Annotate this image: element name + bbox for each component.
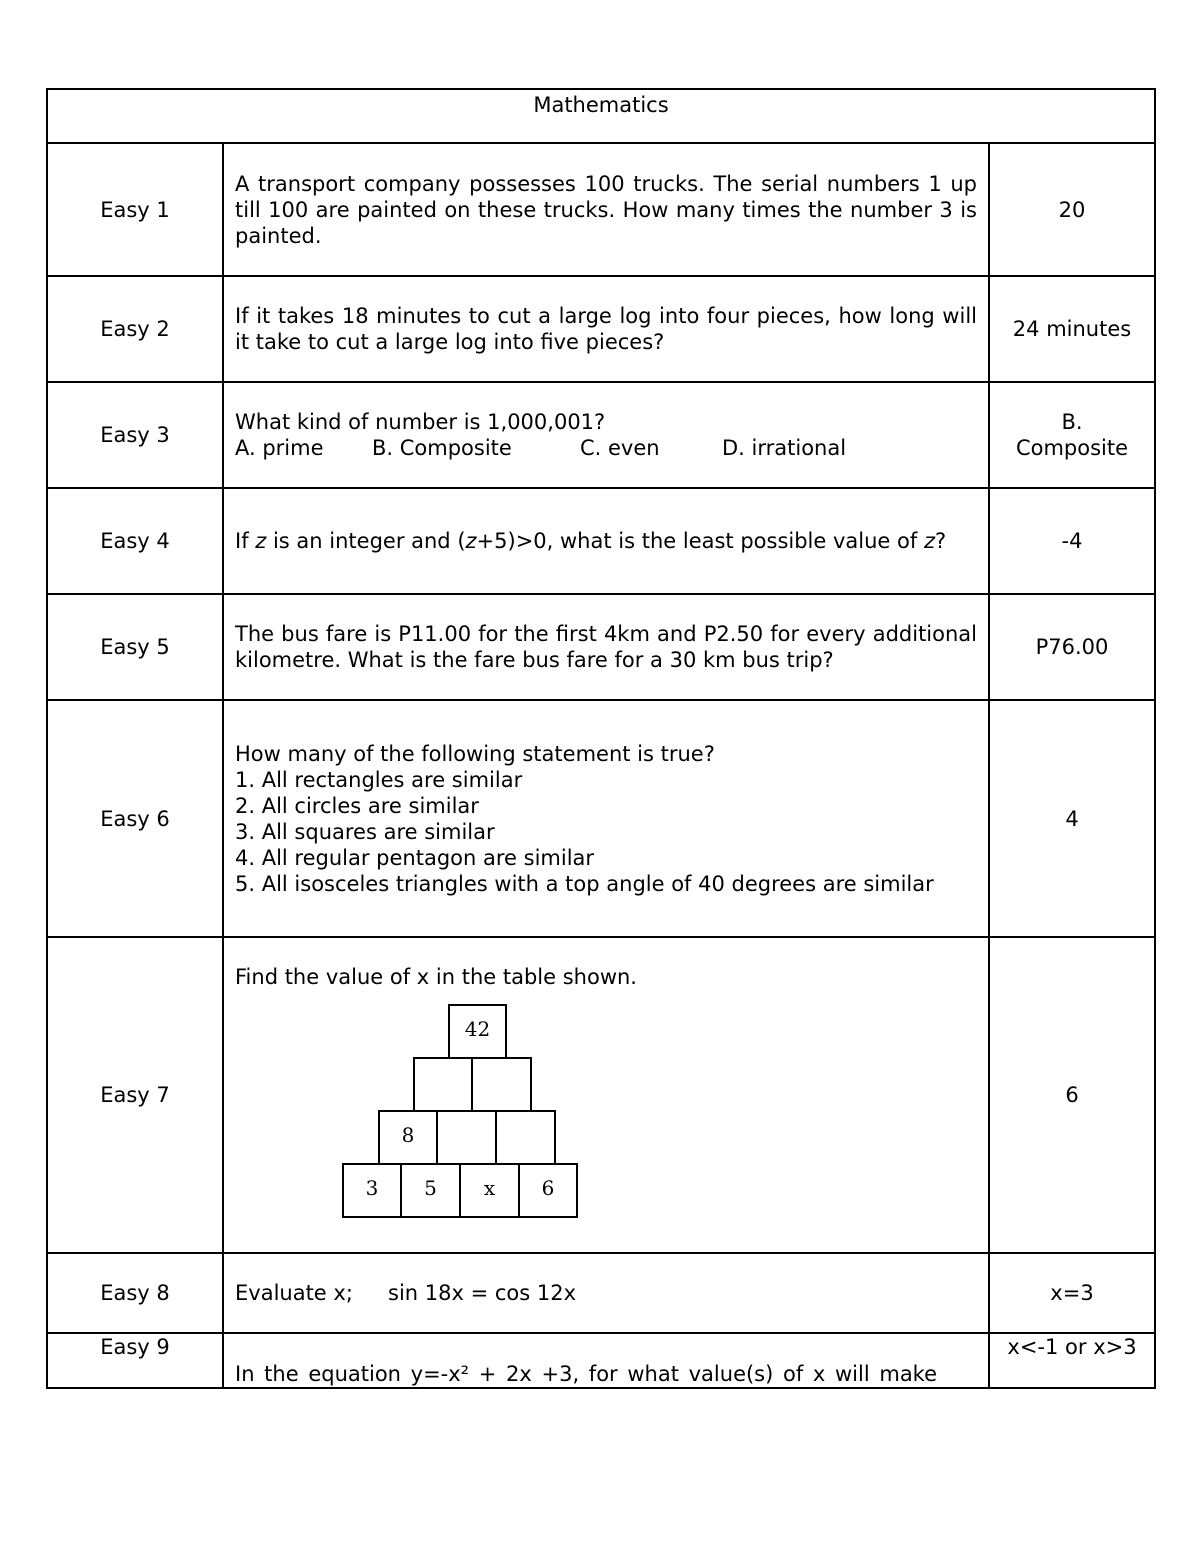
answer-line: B. [1061,410,1083,434]
question-label: Easy 9 [47,1333,223,1388]
question-label: Easy 5 [47,594,223,700]
question-text [223,488,989,594]
pyramid-cell [471,1057,532,1112]
table-row [47,143,1155,276]
table-header-row [47,89,1155,143]
table-row [47,382,1155,488]
answer-text: 4 [989,700,1155,937]
question-label: Easy 7 [47,937,223,1253]
question-table [46,88,1156,1389]
question-line: A transport company possesses 100 trucks. The serial numbers 1 up till 100 are painted on these trucks. How many times the number 3 is painted. [235,171,977,248]
question-text-part: +5)>0, what is the least possible value of [476,529,924,553]
table-row [47,594,1155,700]
choice-b: B. Composite [372,436,512,460]
evaluate-line [235,1280,977,1306]
question-line: What kind of number is 1,000,001? [235,410,606,434]
pyramid-cell-top: 42 [448,1004,507,1059]
table-row [47,700,1155,937]
number-pyramid-area [235,990,977,1220]
choice-c: C. even [580,436,660,460]
statement-4: 4. All regular pentagon are similar [235,845,595,870]
statement-2: 2. All circles are similar [235,793,479,818]
question-line: If it takes 18 minutes to cut a large log into four pieces, how long will it take to cut a large log into five pieces? [235,304,977,354]
question-label: Easy 3 [47,382,223,488]
question-text [223,143,989,276]
question-text [223,382,989,488]
table-title: Mathematics [47,89,1155,143]
choice-d: D. irrational [722,436,847,460]
table-row [47,276,1155,382]
variable-z: z [255,529,267,553]
question-label: Easy 4 [47,488,223,594]
evaluate-label: Evaluate x; [235,1281,353,1305]
pyramid-cell-unknown: x [459,1163,520,1218]
pyramid-cell: 5 [400,1163,461,1218]
pyramid-cell: 3 [342,1163,402,1218]
question-label: Easy 2 [47,276,223,382]
variable-z: z [923,529,935,553]
question-text [223,700,989,937]
question-line: In the equation y=-x² + 2x +3, for what value(s) of x will make [235,1362,938,1386]
answer-text: x<-1 or x>3 [989,1333,1155,1388]
question-line: The bus fare is P11.00 for the first 4km and P2.50 for every additional kilometre. What is the fare bus fare for a 30 km bus trip? [235,622,977,672]
question-line: How many of the following statement is true? [235,741,715,766]
answer-text: 20 [989,143,1155,276]
question-label: Easy 1 [47,143,223,276]
answer-text: 24 minutes [989,276,1155,382]
variable-z: z [465,529,477,553]
table-row [47,1253,1155,1333]
statement-1: 1. All rectangles are similar [235,767,523,792]
question-text-part: ? [934,529,947,553]
pyramid-cell [495,1110,556,1165]
answer-choices [235,435,977,461]
question-text [223,1333,989,1388]
answer-text: P76.00 [989,594,1155,700]
statement-5: 5. All isosceles triangles with a top angle of 40 degrees are similar [235,871,934,896]
equation: sin 18x = cos 12x [388,1281,577,1305]
statement-3: 3. All squares are similar [235,819,495,844]
question-label: Easy 8 [47,1253,223,1333]
pyramid-cell [413,1057,473,1112]
question-line: Find the value of x in the table shown. [235,965,637,989]
answer-line: Composite [1015,436,1129,460]
answer-text: x=3 [989,1253,1155,1333]
table-row [47,937,1155,1253]
answer-text: 6 [989,937,1155,1253]
pyramid-cell: 6 [518,1163,578,1218]
table-row [47,1333,1155,1388]
question-text-part: is an integer and ( [266,529,466,553]
question-label: Easy 6 [47,700,223,937]
question-text [223,1253,989,1333]
question-text [223,937,989,1253]
question-text [223,594,989,700]
answer-text: -4 [989,488,1155,594]
question-text [223,276,989,382]
pyramid-cell: 8 [378,1110,438,1165]
answer-text [989,382,1155,488]
choice-a: A. prime [235,436,324,460]
pyramid-cell [436,1110,497,1165]
question-text-part: If [235,529,256,553]
table-row [47,488,1155,594]
number-pyramid [342,1004,582,1222]
